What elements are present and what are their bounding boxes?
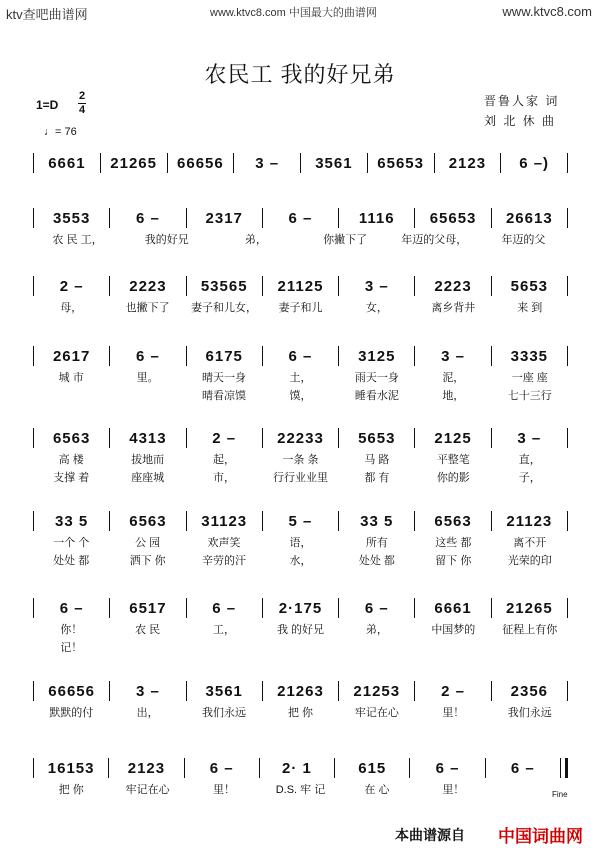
lyric: 馍， xyxy=(289,390,312,402)
lyric: 晴天一身 xyxy=(202,372,247,384)
key-signature: 1=D xyxy=(36,98,59,112)
notes-row xyxy=(33,510,568,532)
footer-brand: 中国词曲网 xyxy=(498,827,583,846)
measure: 6 – xyxy=(135,347,160,365)
measure: 21265 xyxy=(505,599,553,617)
lyric: 把 你 xyxy=(287,707,313,719)
measure: 2 – xyxy=(212,429,237,447)
lyric: 洒下 你 xyxy=(129,555,166,567)
score-line xyxy=(33,757,568,797)
lyric: 都 有 xyxy=(364,472,390,484)
notes-row xyxy=(33,427,568,449)
lyric: 土， xyxy=(289,372,312,384)
measure: 21253 xyxy=(353,682,401,700)
measure: 6661 xyxy=(48,154,86,172)
lyric: 雨天一身 xyxy=(354,372,399,384)
lyric xyxy=(492,639,568,655)
score-line xyxy=(33,275,568,315)
measure: 5653 xyxy=(358,429,396,447)
measure: 6 – xyxy=(510,759,535,777)
lyric: 年迈的父母， xyxy=(401,234,468,246)
lyric: 行行业业里 xyxy=(272,472,328,484)
lyricist-credit: 晋鲁人家 词 xyxy=(484,94,560,108)
notes-row xyxy=(33,152,568,174)
measure: 3 – xyxy=(364,277,389,295)
notes-row xyxy=(33,345,568,367)
measure: 3561 xyxy=(315,154,353,172)
lyric: 语， xyxy=(289,537,312,549)
lyric: 也撇下了 xyxy=(125,302,170,314)
lyric: 出， xyxy=(136,707,159,719)
lyric: 支撑 着 xyxy=(53,472,90,484)
footer-source-label: 本曲谱源自 xyxy=(395,827,465,843)
score-line xyxy=(33,680,568,720)
lyric: 一个 个 xyxy=(53,537,90,549)
lyrics-row xyxy=(33,639,568,655)
lyrics-row xyxy=(33,534,568,550)
measure: 21125 xyxy=(277,277,324,295)
measure: 66656 xyxy=(48,682,95,700)
lyric: 起， xyxy=(213,454,236,466)
lyric: 把 你 xyxy=(58,784,84,796)
lyric xyxy=(33,387,109,403)
measure: 21263 xyxy=(277,682,324,700)
measure: 2617 xyxy=(52,347,91,365)
lyric: 泥， xyxy=(442,372,465,384)
lyric: 里！ xyxy=(442,784,465,796)
score-line xyxy=(33,207,568,247)
lyric: 里！ xyxy=(442,707,465,719)
measure: 6 – xyxy=(209,759,234,777)
measure: 3 – xyxy=(135,682,160,700)
lyric: 留下 你 xyxy=(435,555,472,567)
lyric: 我的好兄 xyxy=(144,234,189,246)
measure: 66656 xyxy=(177,154,224,172)
lyric: 我们永远 xyxy=(507,707,552,719)
measure: 6175 xyxy=(205,347,243,365)
lyric: 这些 都 xyxy=(435,537,472,549)
lyric: 马 路 xyxy=(364,454,390,466)
lyric: 城 市 xyxy=(58,372,84,384)
measure: 6 – xyxy=(435,759,460,777)
lyric: 中国梦的 xyxy=(431,624,476,636)
lyric: 农 民 工， xyxy=(52,234,103,246)
watermark-center: www.ktvc8.com 中国最大的曲谱网 xyxy=(210,7,377,19)
score-line xyxy=(33,597,568,655)
measure: 6 – xyxy=(288,209,313,227)
lyric: 母， xyxy=(60,302,83,314)
measure: 2317 xyxy=(205,209,243,227)
measure: 615 xyxy=(358,759,387,777)
measure: 4313 xyxy=(129,429,167,447)
measure: 6 –) xyxy=(519,154,550,172)
measure: 1116 xyxy=(358,209,395,227)
lyrics-row xyxy=(33,621,568,637)
measure: 33 5 xyxy=(360,512,394,530)
measure: 2356 xyxy=(510,682,549,700)
lyric xyxy=(415,639,491,655)
measure: 2125 xyxy=(434,429,472,447)
measure: 5653 xyxy=(510,277,549,295)
measure: 3553 xyxy=(52,209,91,227)
lyric xyxy=(186,639,262,655)
lyric: 弟， xyxy=(244,234,267,246)
score-line xyxy=(33,427,568,485)
lyric xyxy=(109,387,185,403)
lyrics-row xyxy=(33,704,568,720)
lyric: 记！ xyxy=(60,642,83,654)
lyric: 在 心 xyxy=(364,784,390,796)
lyric: 默默的付 xyxy=(49,707,94,719)
lyric: 女， xyxy=(365,302,388,314)
lyric: 离不开 xyxy=(513,537,547,549)
measure: 6 – xyxy=(288,347,313,365)
lyric: 处处 都 xyxy=(53,555,90,567)
time-top: 2 xyxy=(78,90,86,102)
lyric: 一条 条 xyxy=(282,454,319,466)
lyric: 晴看凉馍 xyxy=(202,390,247,402)
measure: 16153 xyxy=(47,759,95,777)
notes-row xyxy=(33,275,568,297)
measure: 6 – xyxy=(212,599,237,617)
notes-row xyxy=(33,207,568,229)
lyric: 里！ xyxy=(213,784,236,796)
lyrics-row xyxy=(33,231,568,247)
time-signature xyxy=(78,91,86,116)
measure: 3125 xyxy=(358,347,396,365)
lyric: 座座城 xyxy=(131,472,165,484)
lyrics-row xyxy=(33,469,568,485)
measure: 65653 xyxy=(377,154,424,172)
lyric xyxy=(109,639,185,655)
measure: 2123 xyxy=(448,154,487,172)
song-title: 农民工 我的好兄弟 xyxy=(204,62,396,87)
measure: 53565 xyxy=(200,277,248,295)
lyric: 妻子和儿女， xyxy=(191,302,258,314)
measure: 6563 xyxy=(129,512,167,530)
lyric: 欢声笑 xyxy=(207,537,241,549)
measure: 2· 1 xyxy=(282,759,312,777)
lyrics-row xyxy=(33,369,568,385)
measure: 65653 xyxy=(429,209,477,227)
measure: 31123 xyxy=(201,512,248,530)
watermark-right: www.ktvc8.com xyxy=(502,4,592,19)
lyric: 七十三行 xyxy=(507,390,552,402)
lyric xyxy=(262,639,338,655)
lyric: 妻子和儿 xyxy=(278,302,323,314)
lyric: 所有 xyxy=(365,537,388,549)
measure: 2123 xyxy=(127,759,166,777)
measure: 3 – xyxy=(441,347,465,365)
measure: 3561 xyxy=(205,682,243,700)
lyric: 高 楼 xyxy=(58,454,84,466)
score-line xyxy=(33,152,568,174)
lyric: 拔地而 xyxy=(131,454,165,466)
lyrics-row xyxy=(33,781,568,797)
lyrics-row xyxy=(33,299,568,315)
measure: 6661 xyxy=(434,599,472,617)
measure: 3 – xyxy=(255,154,280,172)
lyric: 离乡背井 xyxy=(431,302,476,314)
lyric: 市， xyxy=(213,472,236,484)
lyric xyxy=(339,639,415,655)
lyrics-row xyxy=(33,387,568,403)
time-bottom: 4 xyxy=(78,104,86,116)
measure: 22233 xyxy=(277,429,324,447)
lyric: 光荣的印 xyxy=(507,555,552,567)
lyric: 水， xyxy=(289,555,312,567)
lyric: 来 到 xyxy=(517,302,543,314)
lyric: 年迈的父 xyxy=(501,234,546,246)
measure: 6 – xyxy=(135,209,160,227)
lyric: 你的影 xyxy=(436,472,470,484)
lyric: D.S. 牢 记 xyxy=(275,784,326,796)
lyric: 辛劳的汗 xyxy=(202,555,247,567)
tempo-mark: ♩= 76 xyxy=(44,126,77,138)
composer-credit: 刘 北 休 曲 xyxy=(484,114,557,128)
measure: 3 – xyxy=(517,429,542,447)
score-line xyxy=(33,345,568,403)
lyric: 你撇下了 xyxy=(323,234,368,246)
lyric: 工， xyxy=(213,624,236,636)
lyric: 处处 都 xyxy=(358,555,395,567)
measure: 6 – xyxy=(364,599,389,617)
lyric: 直， xyxy=(518,454,541,466)
score-line xyxy=(33,510,568,568)
lyric: 睡看水泥 xyxy=(354,390,399,402)
measure: 21123 xyxy=(506,512,553,530)
measure: 6 – xyxy=(59,599,84,617)
lyric: 我 的好兄 xyxy=(276,624,324,636)
measure: 6563 xyxy=(52,429,91,447)
lyric: 你！ xyxy=(60,624,83,636)
lyric: 征程上有你 xyxy=(502,624,558,636)
notes-row xyxy=(33,680,568,702)
notes-row xyxy=(33,597,568,619)
lyric: 子， xyxy=(518,472,541,484)
measure: 3335 xyxy=(510,347,549,365)
measure: 2 – xyxy=(59,277,84,295)
measure: 2·175 xyxy=(278,599,323,617)
lyrics-row xyxy=(33,552,568,568)
lyric: 平整笔 xyxy=(436,454,470,466)
measure: 2223 xyxy=(129,277,167,295)
lyric: 牢记在心 xyxy=(354,707,399,719)
measure: 26613 xyxy=(505,209,553,227)
fine-mark: Fine xyxy=(552,790,568,799)
lyric: 弟， xyxy=(365,624,388,636)
measure: 2223 xyxy=(434,277,472,295)
measure: 6517 xyxy=(129,599,167,617)
lyric: 农 民 xyxy=(135,624,161,636)
lyric: 我们永远 xyxy=(202,707,247,719)
lyric: 里。 xyxy=(136,372,159,384)
lyric: 一座 座 xyxy=(511,372,548,384)
lyric: 地， xyxy=(442,390,465,402)
measure: 5 – xyxy=(288,512,313,530)
lyrics-row xyxy=(33,451,568,467)
lyric: 公 园 xyxy=(135,537,161,549)
measure: 33 5 xyxy=(55,512,89,530)
notes-row xyxy=(33,757,568,779)
watermark-left: ktv查吧曲谱网 xyxy=(6,7,88,22)
measure: 2 – xyxy=(441,682,465,700)
measure: 6563 xyxy=(434,512,472,530)
lyric: 牢记在心 xyxy=(125,784,170,796)
measure: 21265 xyxy=(110,154,157,172)
